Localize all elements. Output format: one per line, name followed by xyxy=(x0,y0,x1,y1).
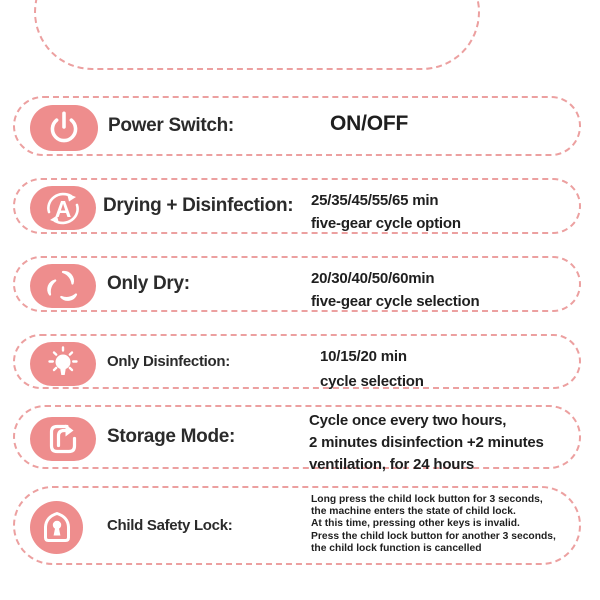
feature-label: Storage Mode: xyxy=(107,426,236,447)
child-lock-icon xyxy=(37,508,77,548)
value-line: five-gear cycle selection xyxy=(311,293,480,310)
feature-value xyxy=(311,494,556,555)
storage-cycle-icon xyxy=(43,419,83,459)
feature-value xyxy=(320,344,424,394)
fan-icon-chip xyxy=(30,264,96,308)
feature-row-storage-mode xyxy=(13,405,581,473)
value-line: the machine enters the state of child lock. xyxy=(311,506,516,518)
feature-row-drying-disinfection xyxy=(13,178,581,234)
storage-cycle-icon-chip xyxy=(30,417,96,461)
feature-label: Drying + Disinfection: xyxy=(103,195,294,216)
feature-label: Power Switch: xyxy=(108,115,234,136)
auto-cycle-icon-chip xyxy=(30,186,96,230)
cropped-pill-top xyxy=(34,0,480,70)
feature-row-only-disinfection xyxy=(13,334,581,389)
feature-label: Child Safety Lock: xyxy=(107,517,233,534)
value-line: Press the child lock button for another 3 seconds, xyxy=(311,530,556,542)
uv-lamp-icon-chip xyxy=(30,342,96,386)
value-line: ventilation, for 24 hours xyxy=(309,456,475,473)
auto-cycle-icon xyxy=(40,188,86,228)
fan-icon xyxy=(43,266,83,306)
value-line: five-gear cycle option xyxy=(311,215,461,232)
power-icon xyxy=(43,107,85,149)
value-line: cycle selection xyxy=(320,373,424,390)
feature-value xyxy=(311,267,479,313)
uv-lamp-icon xyxy=(43,344,83,384)
feature-value xyxy=(309,410,544,476)
value-line: the child lock function is cancelled xyxy=(311,542,482,554)
value-line: 2 minutes disinfection +2 minutes xyxy=(309,434,544,451)
feature-row-child-safety-lock xyxy=(13,486,581,565)
power-icon-chip xyxy=(30,105,98,151)
feature-value xyxy=(330,111,408,136)
feature-value xyxy=(311,189,461,235)
value-line: 25/35/45/55/65 min xyxy=(311,192,439,209)
value-line: ON/OFF xyxy=(330,112,409,135)
value-line: Cycle once every two hours, xyxy=(309,412,507,429)
value-line: At this time, pressing other keys is invalid. xyxy=(311,518,520,530)
feature-row-only-dry xyxy=(13,256,581,312)
value-line: 10/15/20 min xyxy=(320,348,407,365)
child-lock-icon-chip xyxy=(30,501,83,554)
feature-row-power-switch xyxy=(13,96,581,156)
feature-label: Only Dry: xyxy=(107,273,190,294)
svg-text:A: A xyxy=(54,196,72,222)
feature-label: Only Disinfection: xyxy=(107,353,230,370)
value-line: Long press the child lock button for 3 seconds, xyxy=(311,494,543,505)
value-line: 20/30/40/50/60min xyxy=(311,270,435,287)
